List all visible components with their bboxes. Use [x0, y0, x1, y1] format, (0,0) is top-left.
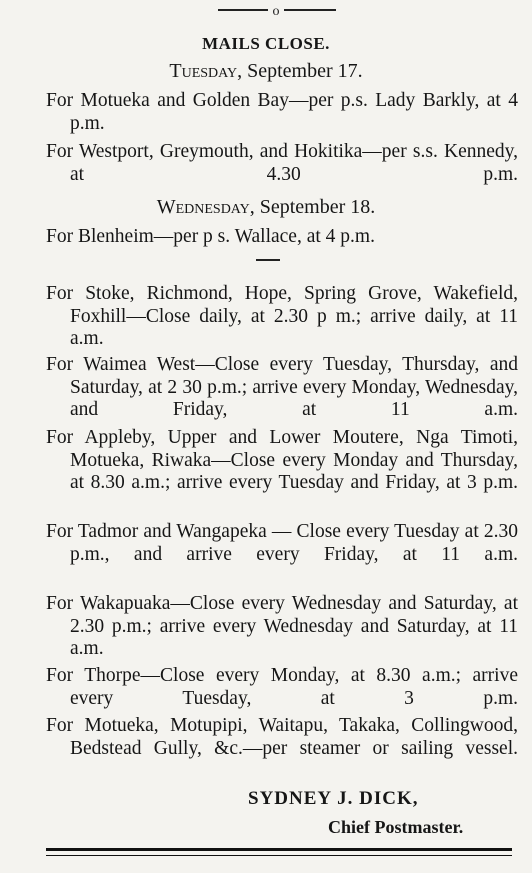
- mail-entry-tadmor: For Tadmor and Wangapeka — Close every Tuesday at 2.30 p.m., and arrive every Friday, at 11 a.m.: [46, 521, 518, 565]
- mail-entry-thorpe: For Thorpe—Close every Monday, at 8.30 a.m.; arrive every Tuesday, at 3 p.m.: [46, 665, 518, 709]
- mail-entry-westport: For Westport, Greymouth, and Hokitika—per s.s. Kennedy, at 4.30 p.m.: [46, 141, 518, 185]
- day-name: Wednesday: [156, 196, 250, 218]
- signature-name: SYDNEY J. DICK,: [248, 788, 419, 809]
- mail-entry-blenheim: For Blenheim—per p s. Wallace, at 4 p.m.: [46, 226, 375, 247]
- ornament-letter: o: [272, 4, 280, 19]
- notice-heading: MAILS CLOSE.: [202, 34, 330, 53]
- mail-entry-motueka-collingwood: For Motueka, Motupipi, Waitapu, Takaka, Collingwood, Bedstead Gully, &c.—per steamer or sailing vessel.: [46, 715, 518, 759]
- mail-entry-motueka-golden-bay: For Motueka and Golden Bay—per p.s. Lady Barkly, at 4 p.m.: [46, 90, 518, 134]
- mail-entry-stoke: For Stoke, Richmond, Hope, Spring Grove, Wakefield, Foxhill—Close daily, at 2.30 p m.; arrive daily, at 11 a.m.: [46, 283, 518, 349]
- day-date: , September 18.: [249, 196, 376, 218]
- section-divider: [256, 259, 280, 261]
- mail-entry-wakapuaka: For Wakapuaka—Close every Wednesday and Saturday, at 2.30 p.m.; arrive every Wednesday and Saturday, at 11 a.m.: [46, 593, 518, 659]
- top-ornament: [0, 0, 532, 20]
- day-name: Tuesday: [169, 60, 238, 82]
- mail-entry-appleby: For Appleby, Upper and Lower Moutere, Nga Timoti, Motueka, Riwaka—Close every Monday and Thursday, at 8.30 a.m.; arrive every Tuesday and Friday, at 3 p.m.: [46, 427, 518, 493]
- day-heading-tuesday: [0, 60, 532, 83]
- day-date: , September 17.: [237, 60, 363, 82]
- mail-entry-waimea-west: For Waimea West—Close every Tuesday, Thursday, and Saturday, at 2 30 p.m.; arrive every Monday, Wednesday, and Friday, at 11 a.m.: [46, 354, 518, 420]
- signature-title: Chief Postmaster.: [328, 817, 464, 837]
- day-heading-wednesday: [0, 196, 532, 219]
- bottom-rule-thin: [46, 855, 512, 856]
- bottom-rule-thick: [46, 848, 512, 851]
